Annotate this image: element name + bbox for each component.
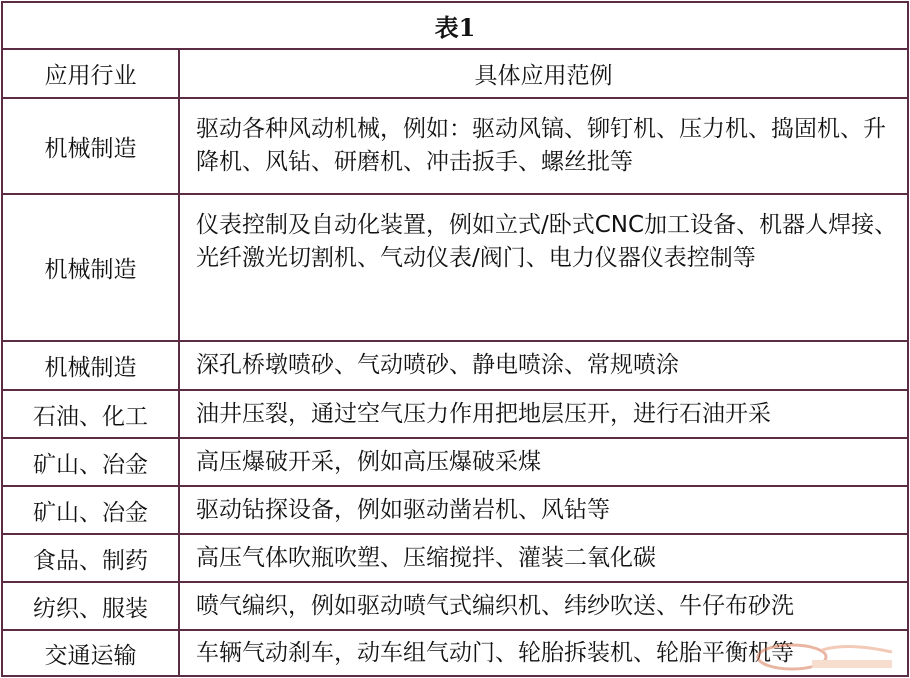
table-row bbox=[2, 98, 908, 194]
header-row bbox=[2, 49, 908, 98]
table-row bbox=[2, 194, 908, 341]
watermark-logo-icon bbox=[752, 640, 902, 674]
application-table bbox=[1, 1, 909, 677]
table-row bbox=[2, 390, 908, 438]
example-cell: 驱动钻探设备，例如驱动凿岩机、风钻等 bbox=[179, 486, 908, 534]
example-cell: 油井压裂，通过空气压力作用把地层压开，进行石油开采 bbox=[179, 390, 908, 438]
industry-cell: 交通运输 bbox=[2, 630, 179, 676]
industry-cell: 机械制造 bbox=[2, 341, 179, 390]
industry-cell: 石油、化工 bbox=[2, 390, 179, 438]
example-cell: 仪表控制及自动化装置，例如立式/卧式CNC加工设备、机器人焊接、光纤激光切割机、气动仪表/阀门、电力仪器仪表控制等 bbox=[179, 194, 908, 341]
table-title: 表1 bbox=[2, 2, 908, 49]
header-industry: 应用行业 bbox=[2, 49, 179, 98]
example-cell: 高压爆破开采，例如高压爆破采煤 bbox=[179, 438, 908, 486]
industry-cell: 食品、制药 bbox=[2, 534, 179, 582]
industry-cell: 机械制造 bbox=[2, 194, 179, 341]
header-examples: 具体应用范例 bbox=[179, 49, 908, 98]
industry-cell: 矿山、冶金 bbox=[2, 486, 179, 534]
industry-cell: 纺织、服装 bbox=[2, 582, 179, 630]
table-row bbox=[2, 438, 908, 486]
example-cell: 深孔桥墩喷砂、气动喷砂、静电喷涂、常规喷涂 bbox=[179, 341, 908, 390]
example-cell: 高压气体吹瓶吹塑、压缩搅拌、灌装二氧化碳 bbox=[179, 534, 908, 582]
table-row bbox=[2, 534, 908, 582]
table-row bbox=[2, 486, 908, 534]
table-row bbox=[2, 582, 908, 630]
industry-cell: 矿山、冶金 bbox=[2, 438, 179, 486]
industry-cell: 机械制造 bbox=[2, 98, 179, 194]
example-cell: 驱动各种风动机械，例如：驱动风镐、铆钉机、压力机、捣固机、升降机、风钻、研磨机、冲击扳手、螺丝批等 bbox=[179, 98, 908, 194]
title-row bbox=[2, 2, 908, 49]
table-row bbox=[2, 341, 908, 390]
example-cell: 车辆气动刹车，动车组气动门、轮胎拆装机、轮胎平衡机等 bbox=[179, 630, 908, 676]
example-cell: 喷气编织，例如驱动喷气式编织机、纬纱吹送、牛仔布砂洗 bbox=[179, 582, 908, 630]
